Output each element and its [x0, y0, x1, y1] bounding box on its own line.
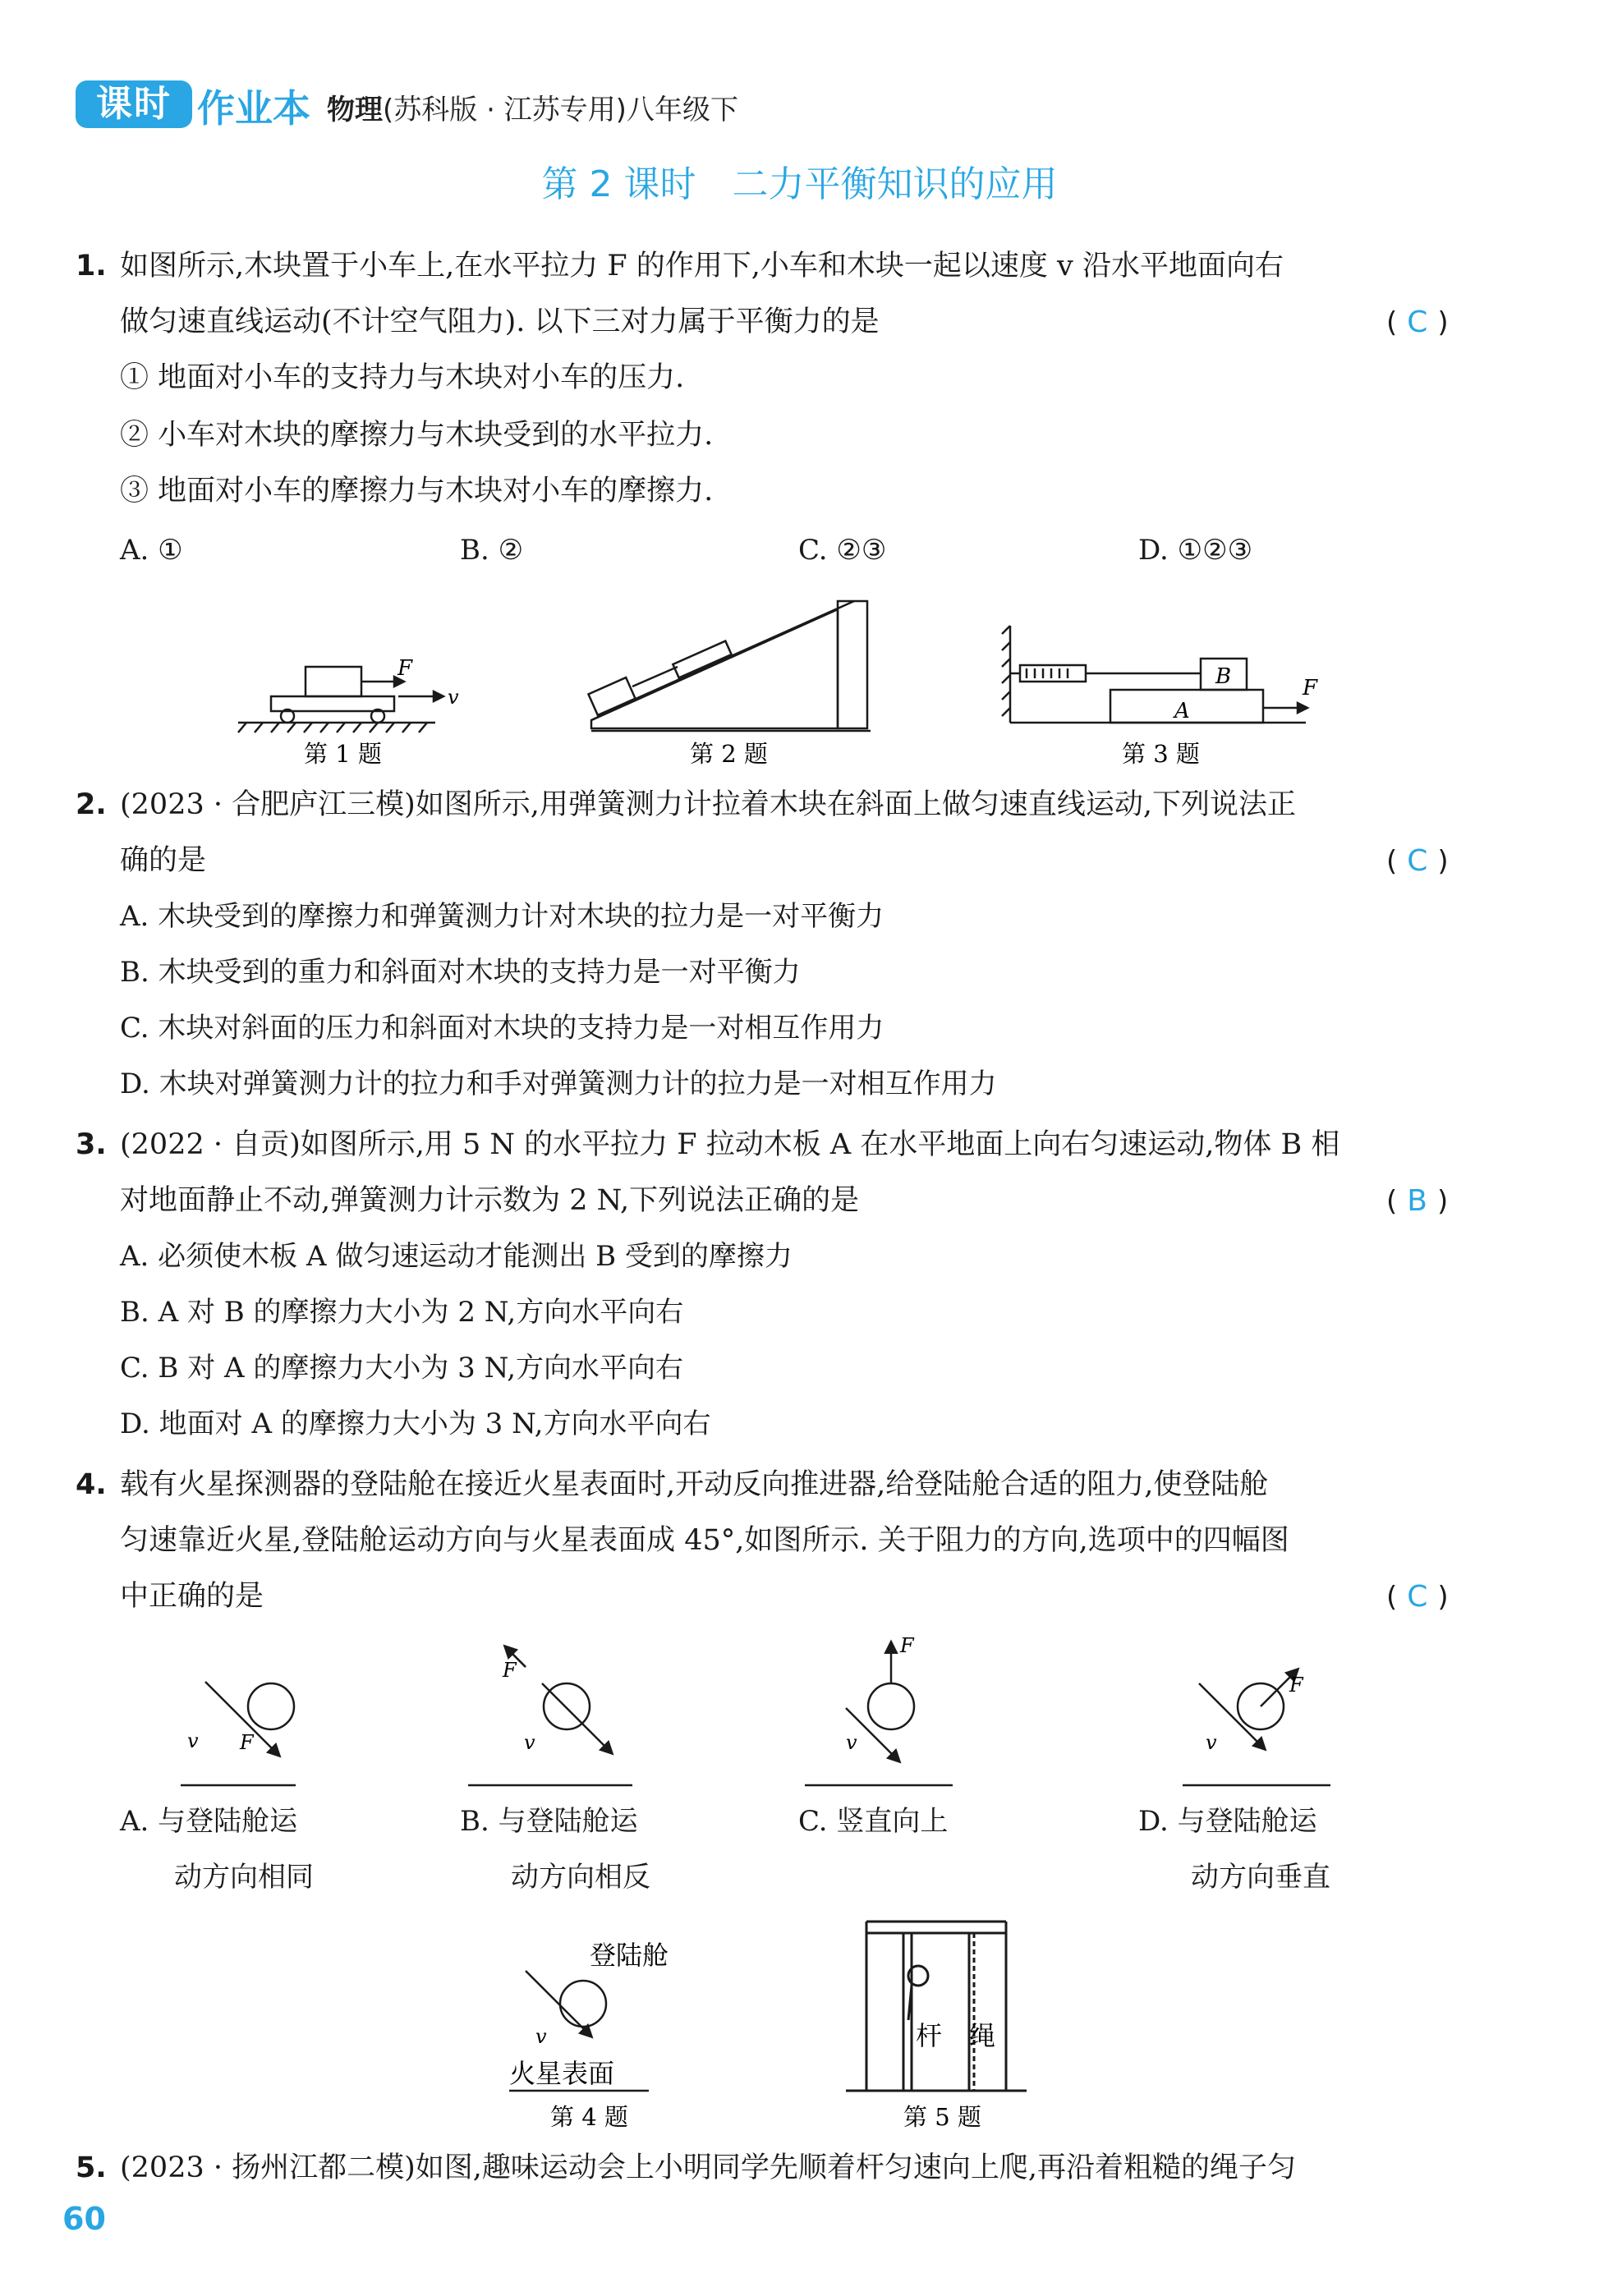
q1-answer: ( C ): [1386, 305, 1449, 339]
q4-line2: 匀速靠近火星,登陆舱运动方向与火星表面成 45°,如图所示. 关于阻力的方向,选项中的四幅图: [120, 1524, 1289, 1557]
subject-line: [327, 87, 738, 127]
q2-option-d: D. 木块对弹簧测力计的拉力和手对弹簧测力计的拉力是一对相互作用力: [120, 1068, 997, 1100]
q4-fig-b-f: F: [503, 1659, 517, 1682]
q1-option-b: B. ②: [460, 534, 524, 567]
q4-fig-b-v: v: [524, 1731, 535, 1754]
q4-fig-c-v: v: [846, 1731, 857, 1754]
figures-row1: [230, 585, 1380, 774]
fig1-cart-diagram: [238, 667, 443, 732]
q4-fig-c: [805, 1642, 953, 1785]
q4-option-d-line2: 动方向垂直: [1191, 1861, 1330, 1894]
logo: 课时: [76, 80, 192, 128]
q3-option-d: D. 地面对 A 的摩擦力大小为 3 N,方向水平向右: [120, 1407, 711, 1440]
q4-option-b-line2: 动方向相反: [511, 1861, 650, 1894]
q4-line1: 载有火星探测器的登陆舱在接近火星表面时,开动反向推进器,给登陆舱合适的阻力,使登陆舱: [120, 1468, 1269, 1501]
q2-answer-letter: C: [1407, 844, 1428, 878]
q2-line2: 确的是: [120, 844, 207, 877]
q3-answer-letter: B: [1407, 1184, 1427, 1218]
q1-option-a: A. ①: [120, 534, 183, 567]
q5-fig-rope-label: 绳: [969, 2020, 996, 2051]
q3-answer: ( B ): [1386, 1184, 1449, 1218]
q5-fig-pole-label: 杆: [916, 2020, 943, 2051]
q4-option-a-line2: 动方向相同: [174, 1861, 314, 1894]
q4-option-figures: [131, 1634, 1413, 1807]
q4-option-b-line1: B. 与登陆舱运: [460, 1805, 638, 1838]
q2-option-a: A. 木块受到的摩擦力和弹簧测力计对木块的拉力是一对平衡力: [120, 900, 885, 933]
q3-option-b: B. A 对 B 的摩擦力大小为 2 N,方向水平向右: [120, 1296, 684, 1329]
q4-fig-main-v: v: [535, 2025, 547, 2048]
q3-option-a: A. 必须使木板 A 做匀速运动才能测出 B 受到的摩擦力: [120, 1240, 793, 1273]
q4-line3: 中正确的是: [120, 1580, 264, 1613]
q2-line1: (2023 · 合肥庐江三模)如图所示,用弹簧测力计拉着木块在斜面上做匀速直线运动,下列说法正: [120, 788, 1297, 821]
q2-answer: ( C ): [1386, 844, 1449, 878]
q4-option-c-line1: C. 竖直向上: [798, 1805, 949, 1838]
q4-answer-letter: C: [1407, 1580, 1428, 1614]
q4-fig-a-v: v: [187, 1729, 199, 1752]
q3-option-c: C. B 对 A 的摩擦力大小为 3 N,方向水平向右: [120, 1352, 684, 1384]
q1-answer-letter: C: [1407, 305, 1428, 339]
q2-number: 2.: [76, 788, 107, 821]
q4-option-a-line1: A. 与登陆舱运: [120, 1805, 298, 1838]
q4-fig-b: [468, 1646, 632, 1785]
fig1-label-f: F: [397, 656, 413, 681]
q5-line1: (2023 · 扬州江都二模)如图,趣味运动会上小明同学先顺着杆匀速向上爬,再沿着粗糙的绳子匀: [120, 2151, 1297, 2184]
fig3-label-f: F: [1303, 676, 1318, 700]
brand-title: 作业本: [197, 86, 310, 131]
q2-option-b: B. 木块受到的重力和斜面对木块的支持力是一对平衡力: [120, 956, 801, 989]
subject-rest: (苏科版 · 江苏专用)八年级下: [383, 94, 738, 126]
q4-fig-a-f: F: [240, 1731, 254, 1754]
q1-line1: 如图所示,木块置于小车上,在水平拉力 F 的作用下,小车和木块一起以速度 v 沿水平地面向右: [120, 250, 1284, 282]
page-number: 60: [62, 2201, 106, 2237]
subject-bold: 物理: [327, 94, 383, 126]
fig3-label-a: A: [1174, 699, 1190, 723]
q5-figure: [846, 1922, 1027, 2091]
fig3-wall-diagram: [1002, 626, 1307, 723]
q4-fig-c-f: F: [900, 1634, 914, 1657]
q4-fig-caption: 第 4 题: [550, 2103, 628, 2131]
q5-fig-caption: 第 5 题: [903, 2103, 981, 2131]
fig2-incline-diagram: [588, 601, 871, 731]
q4-answer: ( C ): [1386, 1580, 1449, 1614]
q1-option-c: C. ②③: [798, 534, 887, 567]
q3-line1: (2022 · 自贡)如图所示,用 5 N 的水平拉力 F 拉动木板 A 在水平地面上向右匀速运动,物体 B 相: [120, 1128, 1340, 1161]
q1-number: 1.: [76, 250, 107, 282]
q2-option-c: C. 木块对斜面的压力和斜面对木块的支持力是一对相互作用力: [120, 1012, 885, 1045]
fig1-caption: 第 1 题: [304, 740, 382, 768]
q4-option-d-line1: D. 与登陆舱运: [1138, 1805, 1317, 1838]
q4-number: 4.: [76, 1468, 107, 1501]
q3-number: 3.: [76, 1128, 107, 1161]
q4-fig-surface-label: 火星表面: [509, 2058, 615, 2089]
fig3-caption: 第 3 题: [1122, 740, 1200, 768]
q4-fig-lander-label: 登陆舱: [590, 1940, 669, 1971]
q1-line2: 做匀速直线运动(不计空气阻力). 以下三对力属于平衡力的是: [120, 305, 880, 338]
fig3-label-b: B: [1215, 664, 1232, 689]
lesson-title: 第 2 课时 二力平衡知识的应用: [541, 163, 1058, 205]
q1-option-d: D. ①②③: [1138, 534, 1253, 567]
fig2-caption: 第 2 题: [690, 740, 768, 768]
figures-row3: [493, 1905, 1068, 2143]
q4-fig-d: [1183, 1669, 1330, 1785]
q4-fig-d-f: F: [1289, 1674, 1303, 1697]
q1-item3: ③ 地面对小车的摩擦力与木块对小车的摩擦力.: [120, 475, 714, 507]
q5-number: 5.: [76, 2151, 107, 2184]
q3-line2: 对地面静止不动,弹簧测力计示数为 2 N,下列说法正确的是: [120, 1184, 860, 1217]
q4-fig-d-v: v: [1206, 1731, 1217, 1754]
fig1-label-v: v: [448, 686, 459, 709]
q1-item2: ② 小车对木块的摩擦力与木块受到的水平拉力.: [120, 419, 714, 452]
q1-item1: ① 地面对小车的支持力与木块对小车的压力.: [120, 361, 685, 394]
